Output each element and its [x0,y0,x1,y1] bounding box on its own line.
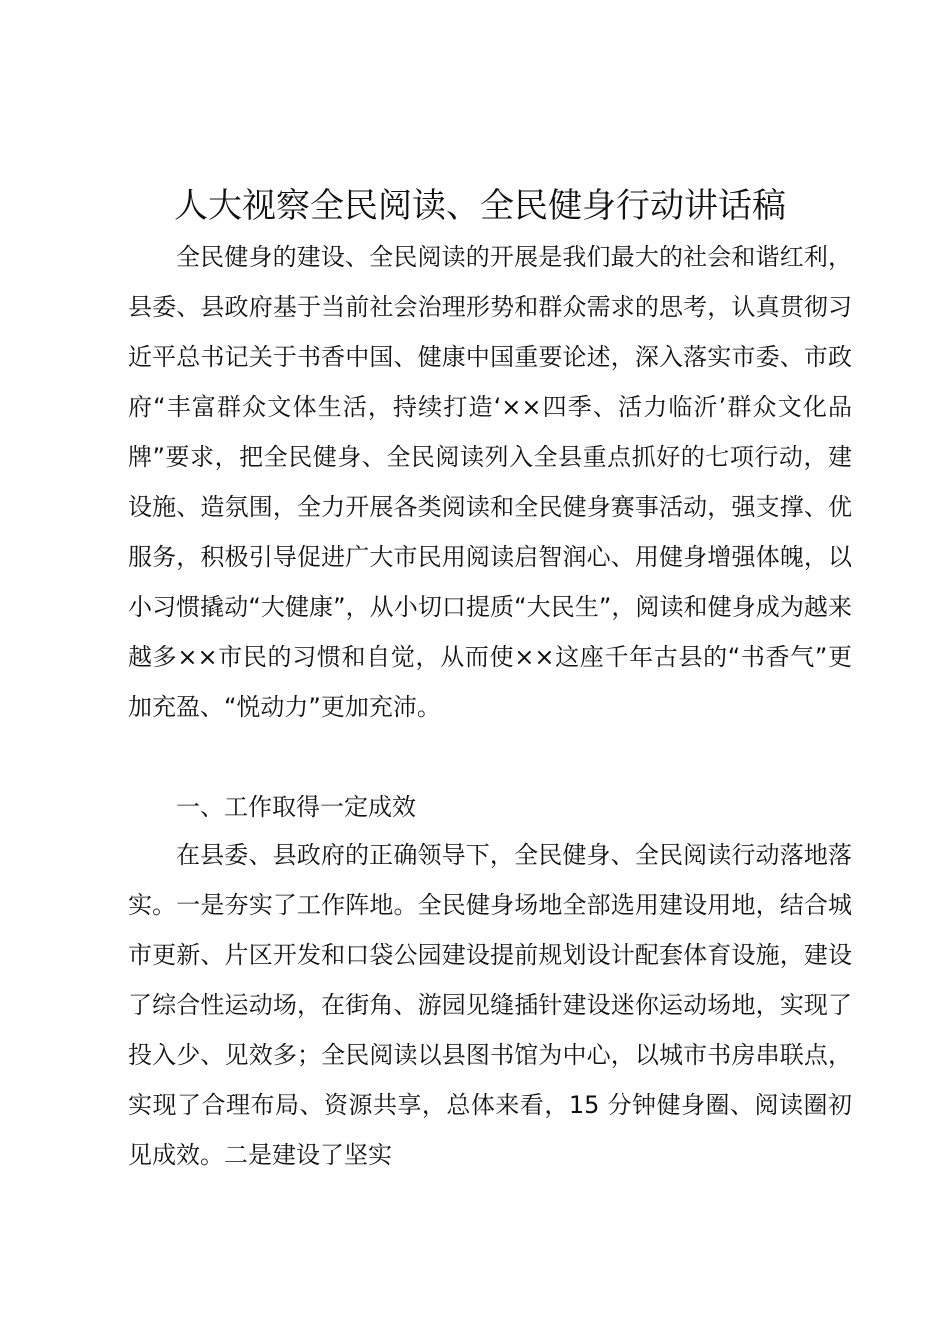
section-heading: 一、工作取得一定成效 [176,793,416,821]
paragraph-intro: 全民健身的建设、全民阅读的开展是我们最大的社会和谐红利，县委、县政府基于当前社会治理形势和群众需求的思考，认真贯彻习近平总书记关于书香中国、健康中国重要论述，深入落实市委、市政府“丰富群众文体生活，持续打造‘××四季、活力临沂’群众文化品牌”要求，把全民健身、全民阅读列入全县重点抓好的七项行动，建设施、造氛围，全力开展各类阅读和全民健身赛事活动，强支撑、优服务，积极引导促进广大市民用阅读启智润心、用健身增强体魄，以小习惯撬动“大健康”，从小切口提质“大民生”，阅读和健身成为越来越多××市民的习惯和自觉，从而使××这座千年古县的“书香气”更加充盈、“悦动力”更加充沛。 [128,243,852,721]
paragraph-results: 在县委、县政府的正确领导下，全民健身、全民阅读行动落地落实。一是夯实了工作阵地。全民健身场地全部选用建设用地，结合城市更新、片区开发和口袋公园建设提前规划设计配套体育设施，建设了综合性运动场，在街角、游园见缝插针建设迷你运动场地，实现了投入少、见效多；全民阅读以县图书馆为中心，以城市书房串联点，实现了合理布局、资源共享，总体来看，15 分钟健身圈、阅读圈初见成效。二是建设了坚实 [128,841,852,1169]
document-title: 人大视察全民阅读、全民健身行动讲话稿 [174,186,786,226]
